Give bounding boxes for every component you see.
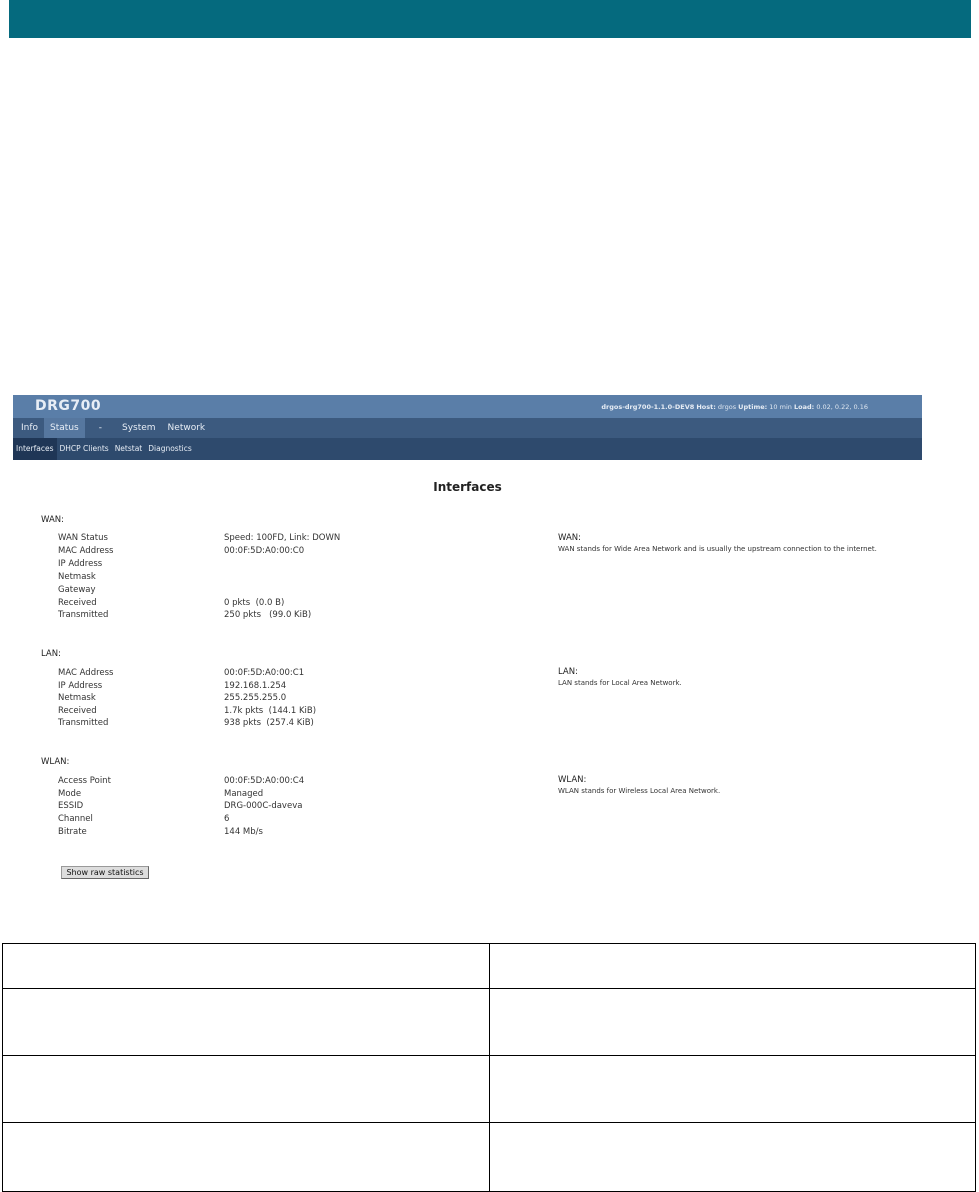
lan-row — [58, 668, 458, 681]
table-cell — [490, 989, 976, 1056]
lan-row — [58, 718, 458, 731]
wlan-help — [558, 775, 908, 796]
wan-value: 250 pkts (99.0 KiB) — [224, 610, 312, 620]
lan-heading: LAN: — [41, 649, 61, 659]
router-main-menu — [13, 418, 922, 438]
lan-value: 255.255.255.0 — [224, 693, 287, 703]
wlan-heading: WLAN: — [41, 757, 70, 767]
router-logo: DRG700 — [35, 398, 102, 414]
lan-help — [558, 667, 908, 688]
wlan-value: 00:0F:5D:A0:00:C4 — [224, 776, 305, 786]
wlan-value: 144 Mb/s — [224, 827, 263, 837]
menu-network[interactable]: Network — [167, 423, 206, 433]
wlan-row — [58, 801, 458, 814]
wlan-key: Bitrate — [58, 827, 87, 837]
host-label: Host: — [696, 403, 716, 411]
table-cell — [3, 1056, 490, 1123]
lan-row — [58, 693, 458, 706]
wan-heading: WAN: — [41, 515, 64, 525]
table-cell — [3, 989, 490, 1056]
uptime-label: Uptime: — [738, 403, 768, 411]
lan-key: Received — [58, 706, 97, 716]
wlan-key: Mode — [58, 789, 82, 799]
lan-help-title: LAN: — [558, 667, 578, 677]
load-value: 0.02, 0.22, 0.16 — [816, 403, 868, 411]
wan-row — [58, 559, 458, 572]
router-sub-menu — [13, 438, 922, 460]
lan-value: 192.168.1.254 — [224, 681, 287, 691]
wan-row — [58, 585, 458, 598]
table-row — [3, 944, 976, 989]
table-row — [3, 989, 976, 1056]
wan-value: Speed: 100FD, Link: DOWN — [224, 533, 341, 543]
wlan-row — [58, 814, 458, 827]
host-value: drgos — [717, 403, 737, 411]
wan-value: 00:0F:5D:A0:00:C0 — [224, 546, 305, 556]
wan-row — [58, 572, 458, 585]
wlan-value: DRG-000C-daveva — [224, 801, 303, 811]
lan-value: 1.7k pkts (144.1 KiB) — [224, 706, 317, 716]
lan-value: 00:0F:5D:A0:00:C1 — [224, 668, 305, 678]
lan-key: Netmask — [58, 693, 96, 703]
wlan-value: 6 — [224, 814, 230, 824]
uptime-value: 10 min — [769, 403, 792, 411]
wlan-row — [58, 776, 458, 789]
wan-key: MAC Address — [58, 546, 114, 556]
wlan-help-text: WLAN stands for Wireless Local Area Network. — [558, 787, 721, 795]
table-cell — [490, 1122, 976, 1191]
wan-key: Received — [58, 598, 97, 608]
wan-row — [58, 610, 458, 623]
submenu-diagnostics[interactable]: Diagnostics — [148, 444, 192, 453]
wlan-key: Channel — [58, 814, 93, 824]
wan-row — [58, 533, 458, 546]
table-cell — [490, 1056, 976, 1123]
lan-help-text: LAN stands for Local Area Network. — [558, 679, 682, 687]
table-row — [3, 1056, 976, 1123]
menu-separator: - — [98, 423, 102, 433]
top-banner — [9, 0, 971, 38]
wan-key: Netmask — [58, 572, 96, 582]
table-cell — [3, 944, 490, 989]
wan-key: Transmitted — [58, 610, 109, 620]
menu-system[interactable]: System — [121, 423, 156, 433]
router-screenshot — [13, 395, 922, 877]
wan-key: IP Address — [58, 559, 103, 569]
wlan-key: ESSID — [58, 801, 84, 811]
firmware-version: drgos-drg700-1.1.0-DEV8 — [601, 403, 695, 411]
submenu-netstat[interactable]: Netstat — [114, 444, 143, 453]
lan-key: IP Address — [58, 681, 103, 691]
wan-value: 0 pkts (0.0 B) — [224, 598, 285, 608]
empty-table — [2, 943, 976, 1192]
router-header — [13, 395, 922, 418]
wlan-help-title: WLAN: — [558, 775, 587, 785]
wlan-key: Access Point — [58, 776, 111, 786]
lan-key: Transmitted — [58, 718, 109, 728]
load-label: Load: — [793, 403, 815, 411]
wlan-value: Managed — [224, 789, 264, 799]
lan-value: 938 pkts (257.4 KiB) — [224, 718, 314, 728]
wan-key: WAN Status — [58, 533, 108, 543]
table-cell — [3, 1122, 490, 1191]
menu-status[interactable]: Status — [44, 418, 85, 438]
page-title: Interfaces — [433, 480, 502, 494]
wlan-row — [58, 827, 458, 840]
wan-help-title: WAN: — [558, 533, 581, 543]
table-cell — [490, 944, 976, 989]
show-raw-statistics-button[interactable]: Show raw statistics — [61, 866, 149, 879]
wan-help — [558, 533, 908, 554]
router-status-line — [601, 403, 868, 411]
wan-key: Gateway — [58, 585, 96, 595]
submenu-dhcp-clients[interactable]: DHCP Clients — [59, 444, 109, 453]
wan-help-text: WAN stands for Wide Area Network and is usually the upstream connection to the internet. — [558, 545, 877, 553]
lan-key: MAC Address — [58, 668, 114, 678]
table-row — [3, 1122, 976, 1191]
wan-row — [58, 546, 458, 559]
submenu-interfaces[interactable]: Interfaces — [13, 438, 57, 460]
menu-info[interactable]: Info — [21, 423, 39, 433]
